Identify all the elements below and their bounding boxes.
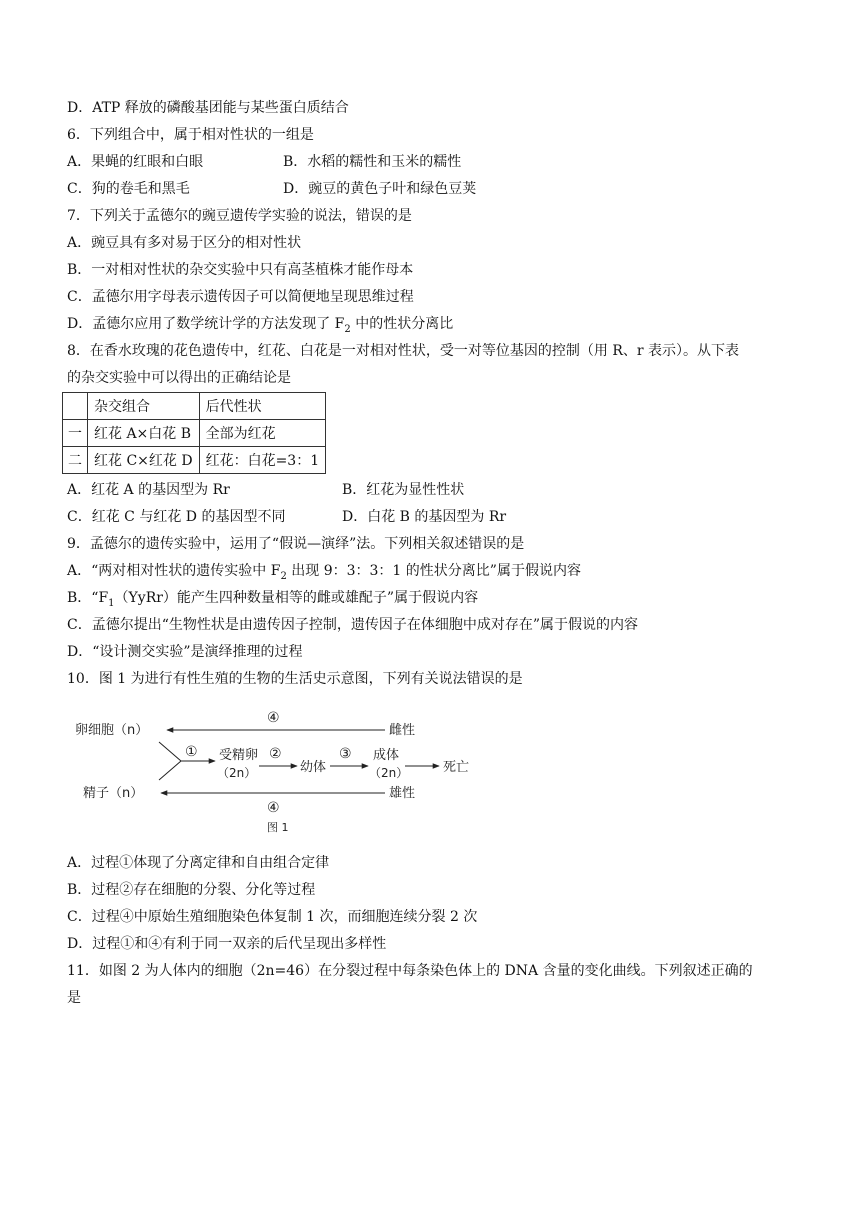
- q10-option-d: D．过程①和④有利于同一双亲的后代呈现出多样性: [67, 936, 387, 952]
- q10-option-b: B．过程②存在细胞的分裂、分化等过程: [67, 882, 316, 898]
- q9-stem: 9．孟德尔的遗传实验中，运用了“假说—演绎”法。下列相关叙述错误的是: [67, 536, 525, 552]
- female-label: 雌性: [389, 723, 416, 738]
- table-header-cell: [63, 393, 88, 420]
- male-label: 雄性: [389, 786, 416, 801]
- q10-option-c: C．过程④中原始生殖细胞染色体复制 1 次，而细胞连续分裂 2 次: [67, 909, 478, 925]
- life-cycle-diagram: [75, 706, 495, 834]
- juvenile-label: 幼体: [300, 760, 327, 775]
- table-cell: 红花 C×红花 D: [88, 447, 200, 474]
- q8-option-c: C．红花 C 与红花 D 的基因型不同: [67, 509, 286, 525]
- fertilization-bracket: [159, 742, 181, 780]
- table-cell: 一: [63, 420, 88, 447]
- q7-option-a: A．豌豆具有多对易于区分的相对性状: [67, 235, 302, 251]
- table-header-cell: 杂交组合: [88, 393, 200, 420]
- zygote-ploidy: （2n）: [217, 766, 257, 780]
- cross-table: [62, 392, 326, 474]
- table-cell: 全部为红花: [199, 420, 326, 447]
- egg-label: 卵细胞（n）: [75, 723, 149, 738]
- q11-stem-line2: 是: [67, 990, 81, 1006]
- q7-option-d: D．孟德尔应用了数学统计学的方法发现了 $F_2$ 中的性状分离比: [67, 316, 454, 335]
- q8-option-d: D．白花 B 的基因型为 Rr: [342, 509, 507, 525]
- death-label: 死亡: [443, 760, 470, 775]
- q8-option-b: B．红花为显性性状: [342, 482, 465, 498]
- adult-ploidy: （2n）: [369, 766, 409, 780]
- q9-option-a: A．“两对相对性状的遗传实验中 $F_2$ 出现 9：3：3：1 的性状分离比”属于假说内容: [67, 563, 581, 582]
- sperm-label: 精子（n）: [83, 786, 144, 801]
- adult-label: 成体: [373, 748, 400, 763]
- q6-stem: 6．下列组合中，属于相对性状的一组是: [67, 127, 314, 143]
- table-header-cell: 后代性状: [199, 393, 326, 420]
- zygote-label: 受精卵: [219, 748, 259, 763]
- q6-option-d: D．豌豆的黄色子叶和绿色豆荚: [283, 181, 477, 197]
- table-header-row: [63, 393, 326, 420]
- q11-stem-line1: 11．如图 2 为人体内的细胞（2n=46）在分裂过程中每条染色体上的 DNA 含量的变化曲线。下列叙述正确的: [67, 963, 753, 979]
- process-2: ②: [269, 746, 282, 762]
- process-1: ①: [185, 744, 198, 760]
- q6-option-b: B．水稻的糯性和玉米的糯性: [283, 154, 462, 170]
- table-cell: 红花：白花=3：1: [199, 447, 326, 474]
- figure-caption: 图 1: [267, 821, 289, 834]
- q7-option-b: B．一对相对性状的杂交实验中只有高茎植株才能作母本: [67, 262, 414, 278]
- q10-option-a: A．过程①体现了分离定律和自由组合定律: [67, 855, 330, 871]
- q10-stem: 10．图 1 为进行有性生殖的生物的生活史示意图，下列有关说法错误的是: [67, 671, 523, 687]
- table-cell: 二: [63, 447, 88, 474]
- q9-option-c: C．孟德尔提出“生物性状是由遗传因子控制，遗传因子在体细胞中成对存在”属于假说的内容: [67, 617, 639, 633]
- q8-stem-line1: 8．在香水玫瑰的花色遗传中，红花、白花是一对相对性状，受一对等位基因的控制（用 R、r 表示）。从下表: [67, 343, 740, 359]
- q6-option-c: C．狗的卷毛和黑毛: [67, 181, 190, 197]
- process-4-top: ④: [267, 710, 280, 726]
- process-4-bottom: ④: [267, 800, 280, 816]
- q8-option-a: A．红花 A 的基因型为 Rr: [67, 482, 230, 498]
- q7-option-c: C．孟德尔用字母表示遗传因子可以简便地呈现思维过程: [67, 289, 414, 305]
- q7-stem: 7．下列关于孟德尔的豌豆遗传学实验的说法，错误的是: [67, 208, 412, 224]
- table-cell: 红花 A×白花 B: [88, 420, 200, 447]
- process-3: ③: [339, 746, 352, 762]
- q6-option-a: A．果蝇的红眼和白眼: [67, 154, 204, 170]
- q5-option-d: D．ATP 释放的磷酸基团能与某些蛋白质结合: [67, 100, 349, 116]
- q9-option-d: D．“设计测交实验”是演绎推理的过程: [67, 644, 303, 660]
- q8-stem-line2: 的杂交实验中可以得出的正确结论是: [67, 370, 291, 386]
- q9-option-b: B．“$F_1(YyRr)$能产生四种数量相等的雌或雄配子”属于假说内容: [67, 590, 479, 609]
- table-row: [63, 447, 326, 474]
- table-row: [63, 420, 326, 447]
